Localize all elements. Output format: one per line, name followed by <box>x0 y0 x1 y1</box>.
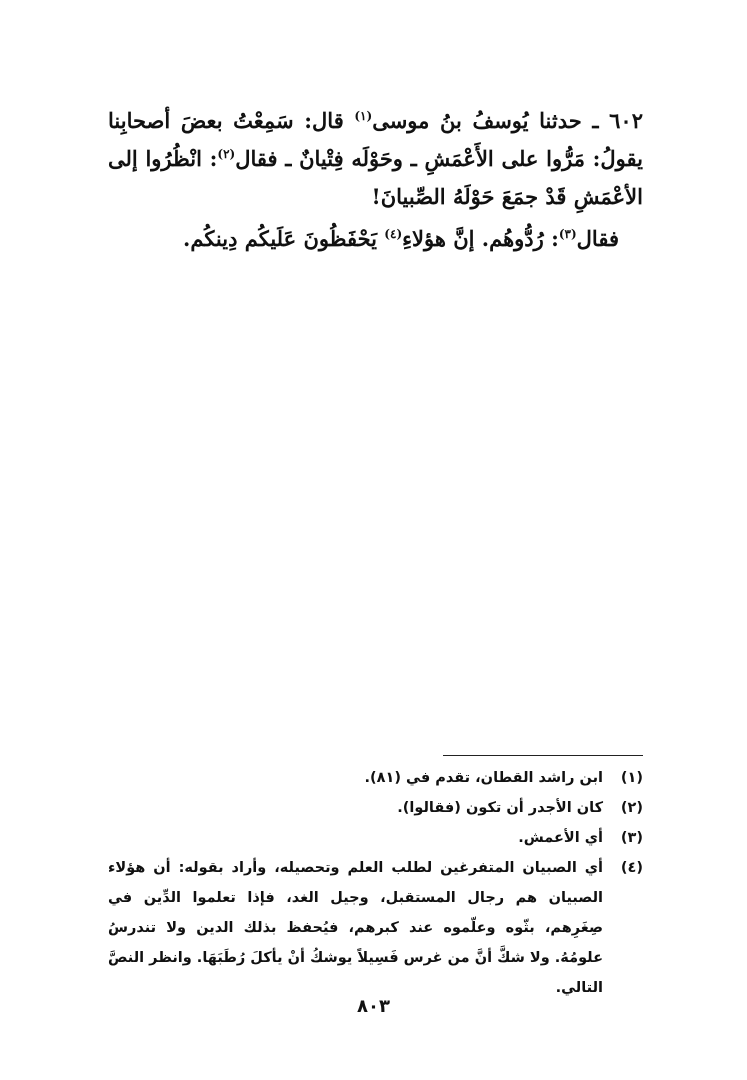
footnote-text: أي الصبيان المتفرغين لطلب العلم وتحصيله، وأراد بقوله: أن هؤلاء الصبيان هم رجال المستقبل، وجيل الغد، فإذا تعلموا الدِّين في صِغَرِهم، بثّوه وعلّموه عند كبرهم، فيُحفظ بذلك الدين ولا تندرسُ علومُهُ. ولا شكَّ أنَّ من غرس فَسِيلاً يوشكُ أنْ يأكلَ رُطَبَهَا. وانظر النصَّ التالي. <box>108 860 603 996</box>
footnote-number: (١) <box>620 770 643 786</box>
footnote-number: (٤) <box>620 860 643 876</box>
hadith-text <box>108 102 643 258</box>
footnote-divider <box>443 755 643 756</box>
footnote-number: (٢) <box>620 800 643 816</box>
footnotes <box>108 763 643 1003</box>
footnote-text: كان الأجدر أن تكون (فقالوا). <box>397 800 603 816</box>
hadith-text-part: يَحْفَظُونَ عَلَيكُم دِينكُم. <box>183 226 385 251</box>
footnote-item <box>108 853 643 1003</box>
page-number: ٨٠٣ <box>357 996 390 1017</box>
footnote-item <box>108 793 643 823</box>
hadith-paragraph-2 <box>108 220 643 258</box>
footnote-item <box>108 763 643 793</box>
footnote-text: أي الأعمش. <box>518 830 603 846</box>
footnote-ref-3: (٣) <box>558 227 577 241</box>
footnote-ref-2: (٢) <box>217 147 236 161</box>
hadith-paragraph-1 <box>108 102 643 216</box>
footnote-ref-1: (١) <box>354 109 373 123</box>
hadith-text-part: قال: سَمِعْتُ بعضَ أصحابِنا يقولُ: مَرُّوا على الأَعْمَشِ ـ وحَوْلَه فِتْيانٌ ـ فقال <box>108 108 643 171</box>
hadith-text-part: : انْظُرُوا إلى الأعْمَشِ قَدْ جمَعَ حَوْلَهُ الصِّبيانَ! <box>108 146 643 209</box>
footnote-number: (٣) <box>620 830 643 846</box>
footnote-text: ابن راشد القطان، تقدم في (٨١). <box>364 770 603 786</box>
footnote-item <box>108 823 643 853</box>
hadith-text-part: : رُدُّوهُم. إنَّ هؤلاءِ <box>402 226 559 251</box>
hadith-number: ٦٠٢ ـ <box>592 108 643 133</box>
hadith-text-part: فقال <box>576 226 619 251</box>
footnote-ref-4: (٤) <box>384 227 403 241</box>
hadith-text-part: حدثنا يُوسفُ بنُ موسى <box>372 108 582 133</box>
